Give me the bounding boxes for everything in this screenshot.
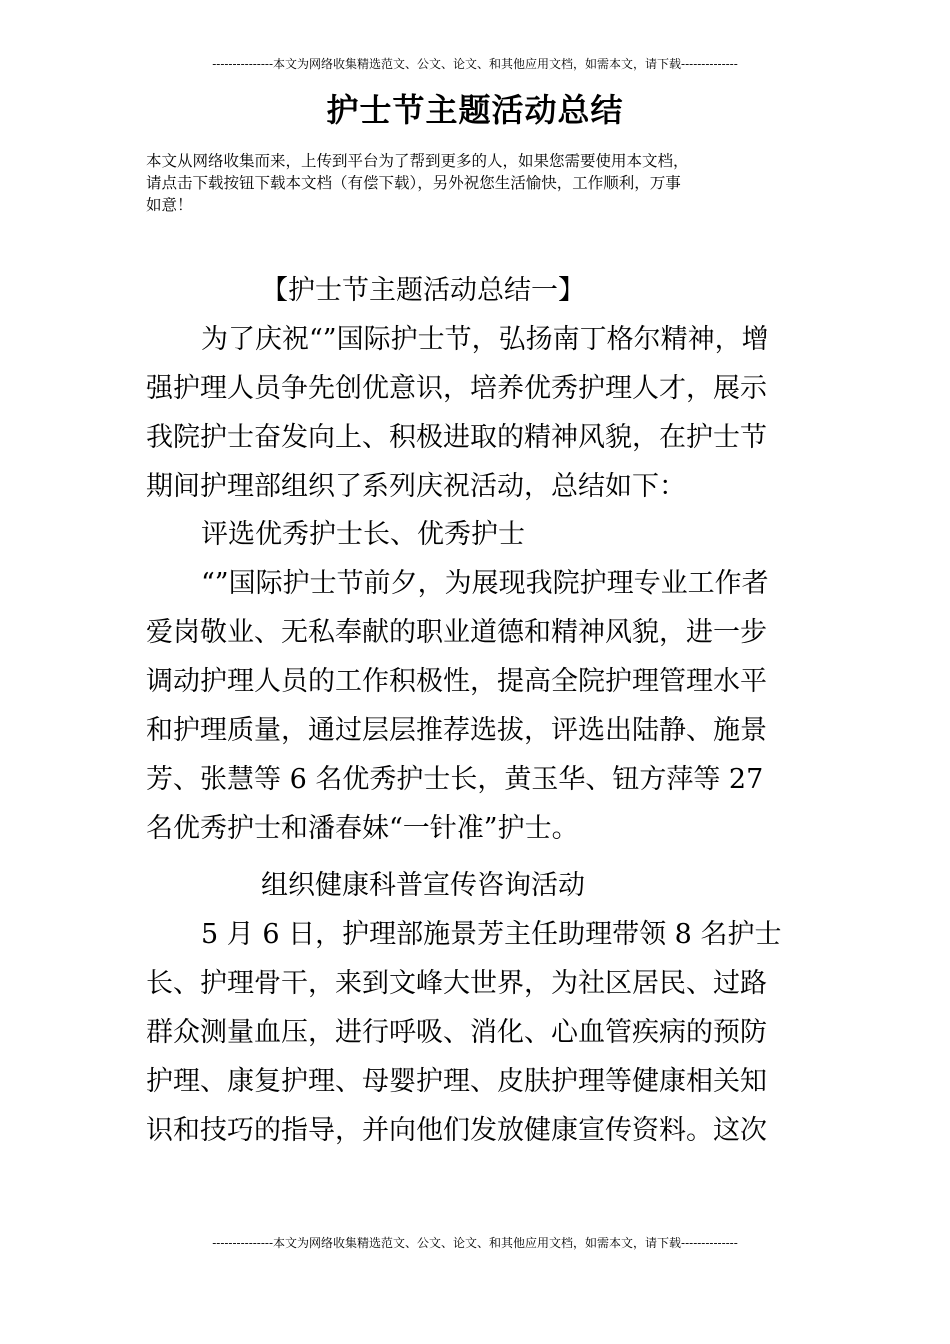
paragraph-line: 调动护理人员的工作积极性，提高全院护理管理水平 [146,666,767,697]
paragraph-line: 识和技巧的指导，并向他们发放健康宣传资料。这次 [146,1115,767,1146]
subheading-health-outreach: 组织健康科普宣传咨询活动 [261,870,585,901]
paragraph-line: 强护理人员争先创优意识，培养优秀护理人才，展示 [146,373,767,404]
paragraph-line: 群众测量血压，进行呼吸、消化、心血管疾病的预防 [146,1017,767,1048]
paragraph-line: 爱岗敬业、无私奉献的职业道德和精神风貌，进一步 [146,617,767,648]
page-footer-notice: ---------------本文为网络收集精选范文、公文、论文、和其他应用文档，如需本文，请下载-------------- [212,1236,738,1250]
page-header-notice: ---------------本文为网络收集精选范文、公文、论文、和其他应用文档，如需本文，请下载-------------- [212,57,738,71]
paragraph-line: 和护理质量，通过层层推荐选拔，评选出陆静、施景 [146,715,767,746]
intro-paragraph [146,150,810,216]
paragraph-line: 芳、张慧等 6 名优秀护士长，黄玉华、钮方萍等 27 [146,764,764,795]
intro-line: 请点击下载按钮下载本文档（有偿下载），另外祝您生活愉快，工作顺利，万事 [146,174,681,192]
section-heading: 【护士节主题活动总结一】 [261,275,585,306]
paragraph-line: 名优秀护士和潘春妹“一针准”护士。 [146,813,579,844]
paragraph-line: 长、护理骨干，来到文峰大世界，为社区居民、过路 [146,968,767,999]
section-health-outreach [146,861,810,1155]
section-awards [146,510,810,853]
subheading-awards: 评选优秀护士长、优秀护士 [201,519,525,550]
paragraph-line: 期间护理部组织了系列庆祝活动，总结如下： [146,471,686,502]
paragraph-line: 护理、康复护理、母婴护理、皮肤护理等健康相关知 [146,1066,767,1097]
paragraph-line: 我院护士奋发向上、积极进取的精神风貌，在护士节 [146,422,767,453]
paragraph-line: 为了庆祝“”国际护士节，弘扬南丁格尔精神，增 [201,324,769,355]
section-one [146,266,810,511]
intro-line: 本文从网络收集而来，上传到平台为了帮到更多的人，如果您需要使用本文档， [146,152,689,170]
paragraph-line: 5 月 6 日，护理部施景芳主任助理带领 8 名护士 [201,919,782,950]
document-title: 护士节主题活动总结 [326,91,624,129]
paragraph-line: “”国际护士节前夕，为展现我院护理专业工作者 [201,568,769,599]
intro-line: 如意！ [146,196,193,214]
